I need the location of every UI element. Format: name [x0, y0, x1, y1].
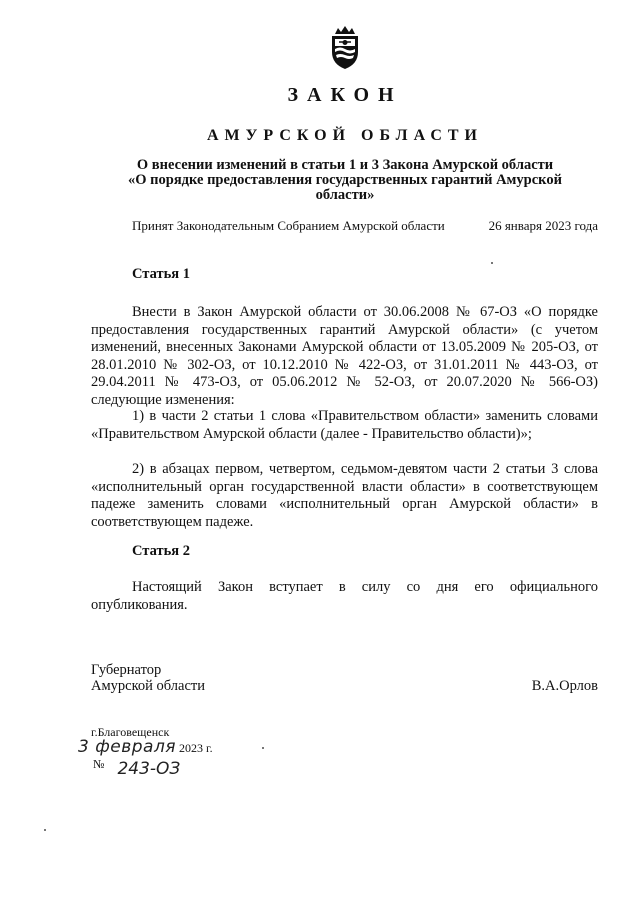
article-1-heading: Статья 1 [132, 266, 190, 282]
law-name-line-3: области» [315, 187, 375, 203]
adoption-text: Принят Законодательным Собранием Амурской области [132, 218, 445, 233]
law-name-line-1: О внесении изменений в статьи 1 и 3 Закона Амурской области [136, 157, 554, 173]
handwritten-date: 3 февраля [78, 737, 177, 757]
article-2-text: Настоящий Закон вступает в силу со дня его официального опубликования. [91, 579, 598, 613]
law-number [93, 753, 181, 779]
article-2-heading: Статья 2 [132, 543, 190, 559]
scan-speck [491, 262, 493, 264]
article-1-item-1: 1) в части 2 статьи 1 слова «Правительством области» заменить словами «Правительством Амурской области (далее - Правительство области)»; [91, 408, 598, 442]
signatory-title-line-2: Амурской области [91, 678, 205, 694]
adoption-date: 26 января 2023 года [488, 218, 598, 233]
document-title: ЗАКОН [287, 84, 403, 106]
document-subtitle: АМУРСКОЙ ОБЛАСТИ [207, 127, 483, 144]
signing-place: г.Благовещенск [91, 725, 170, 739]
law-number-label: № [93, 757, 105, 771]
signatory-title-line-1: Губернатор [91, 662, 162, 678]
signatory-name: В.А.Орлов [531, 678, 598, 694]
signing-year: 2023 г. [179, 741, 213, 755]
signatory-title [91, 662, 205, 694]
article-1-item-2: 2) в абзацах первом, четвертом, седьмом-девятом части 2 статьи 3 слова «исполнительный орган государственной власти области» в соответствующем падеже заменить словами «исполнительный орган Амурской области» в соответствующем падеже. [91, 461, 598, 530]
article-1-intro: Внести в Закон Амурской области от 30.06.2008 № 67-ОЗ «О порядке предоставления государственных гарантий Амурской области» (с учетом изменений, внесенных Законами Амурской области от 13.05.2009 № 205-ОЗ, от 28.01.2010 № 302-ОЗ, от 10.12.2010 № 422-ОЗ, от 31.01.2011 № 443-ОЗ, от 29.04.2011 № 473-ОЗ, от 05.06.2012 № 52-ОЗ, от 20.07.2020 № 566-ОЗ) следующие изменения: [91, 304, 598, 408]
amur-region-coat-of-arms-icon [327, 24, 363, 70]
scan-speck [44, 829, 46, 831]
law-name [100, 158, 590, 203]
scan-speck [262, 747, 264, 749]
handwritten-law-number: 243-ОЗ [117, 759, 181, 779]
law-name-line-2: «О порядке предоставления государственных гарантий Амурской [128, 172, 562, 188]
